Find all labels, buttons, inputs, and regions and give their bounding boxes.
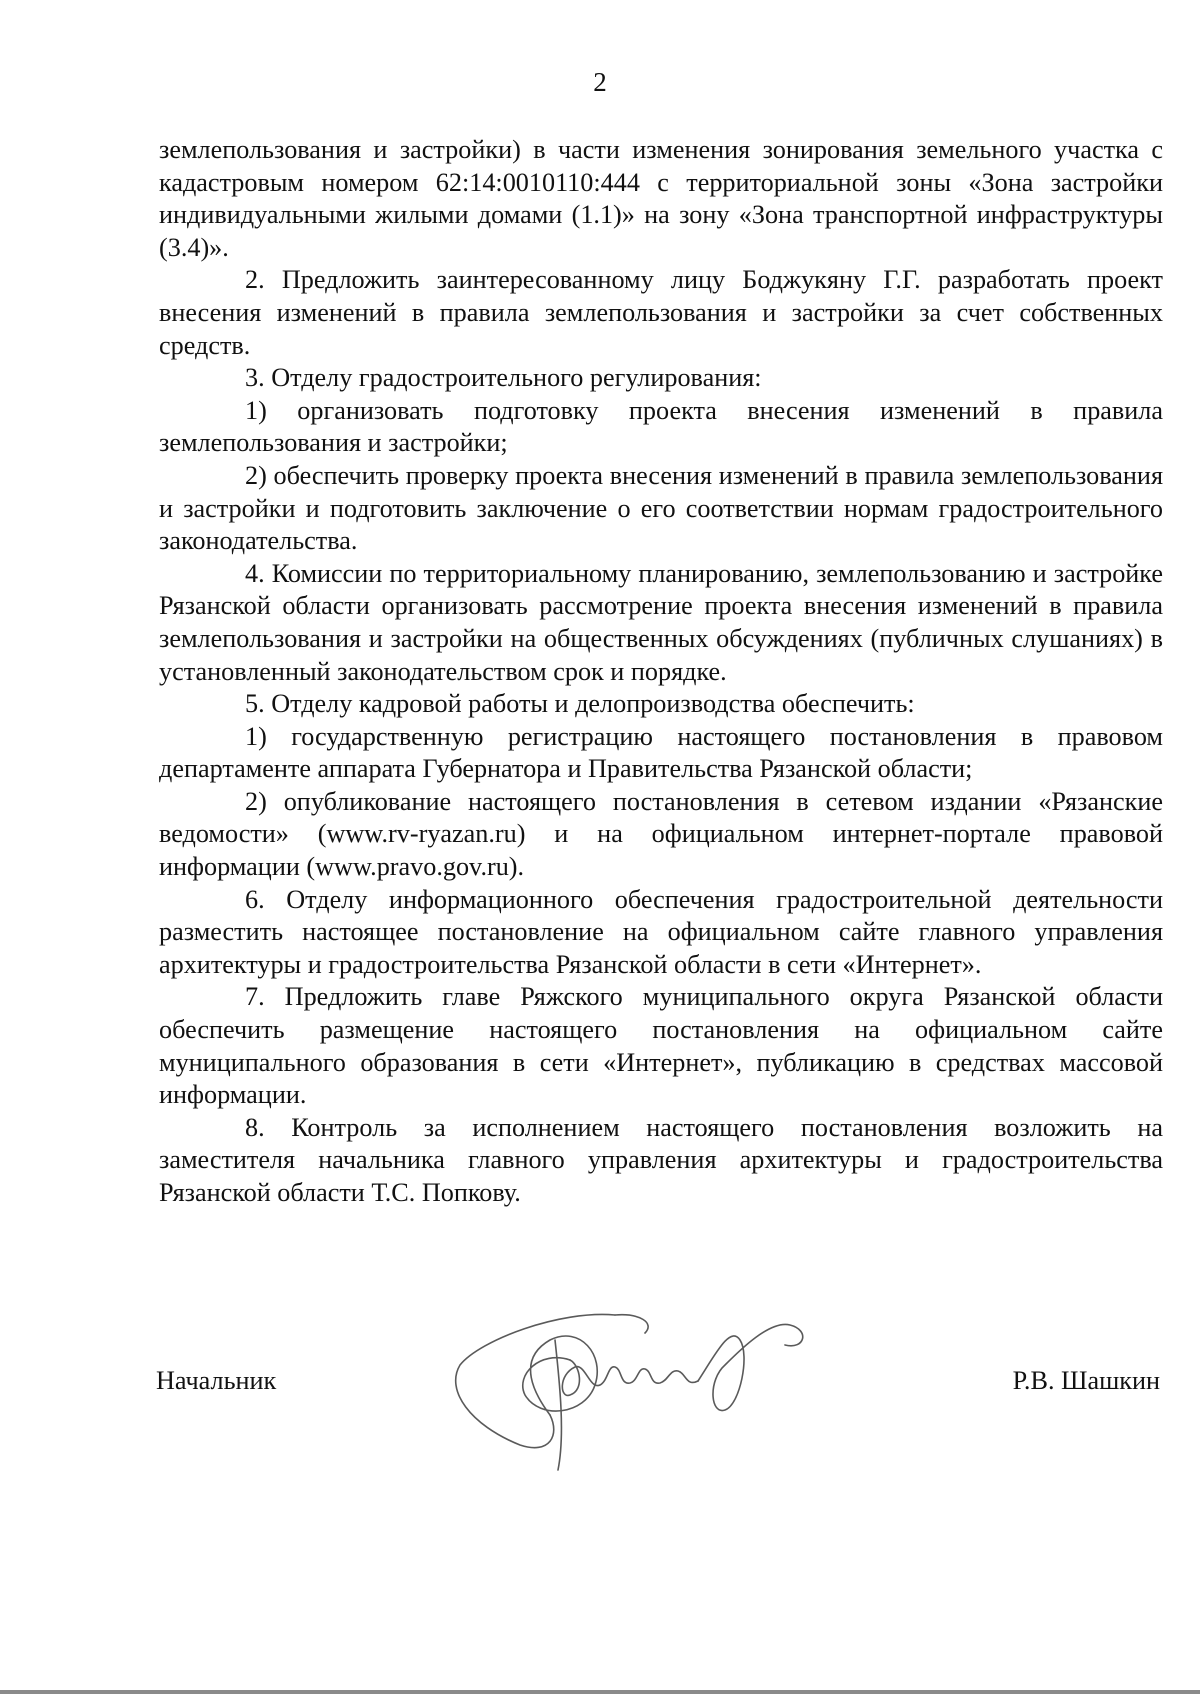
document-body: [159, 134, 1163, 1210]
paragraph-item-5-1: 1) государственную регистрацию настоящего постановления в правовом департаменте аппарата Губернатора и Правительства Рязанской области;: [159, 721, 1163, 784]
paragraph-item-3-1: 1) организовать подготовку проекта внесения изменений в правила землепользования и застройки;: [159, 395, 1163, 458]
paragraph-item-4: 4. Комиссии по территориальному планированию, землепользованию и застройке Рязанской области организовать рассмотрение проекта внесения изменений в правила землепользования и застройки на общественных обсуждениях (публичных слушаниях) в установленный законодательством срок и порядке.: [159, 558, 1163, 686]
paragraph-item-3-2: 2) обеспечить проверку проекта внесения изменений в правила землепользования и застройки и подготовить заключение о его соответствии нормам градостроительного законодательства.: [159, 460, 1163, 556]
signatory-name: Р.В. Шашкин: [1012, 1366, 1160, 1395]
paragraph-item-5: 5. Отделу кадровой работы и делопроизводства обеспечить:: [245, 689, 915, 719]
paragraph-item-8: 8. Контроль за исполнением настоящего постановления возложить на заместителя начальника главного управления архитектуры и градостроительства Рязанской области Т.С. Попкову.: [159, 1112, 1163, 1207]
paragraph-item-7: 7. Предложить главе Ряжского муниципального округа Рязанской области обеспечить размещение настоящего постановления на официальном сайте муниципального образования в сети «Интернет», публикацию в средствах массовой информации.: [159, 982, 1163, 1110]
paragraph-1-continuation: землепользования и застройки) в части изменения зонирования земельного участка с кадастровым номером 62:14:0010110:444 с территориальной зоны «Зона застройки индивидуальными жилыми домами (1.1)» на зону «Зона транспортной инфраструктуры (3.4)».: [159, 135, 1163, 262]
paragraph-item-2: 2. Предложить заинтересованному лицу Боджукяну Г.Г. разработать проект внесения изменений в правила землепользования и застройки за счет собственных средств.: [159, 265, 1163, 360]
handwritten-signature: [440, 1295, 860, 1475]
paragraph-item-6: 6. Отделу информационного обеспечения градостроительной деятельности разместить настоящее постановление на официальном сайте главного управления архитектуры и градостроительства Рязанской области в сети «Интернет».: [159, 884, 1163, 979]
page-number: 2: [593, 67, 607, 97]
paragraph-item-3: 3. Отделу градостроительного регулирования:: [245, 363, 762, 393]
signatory-position: Начальник: [156, 1366, 277, 1395]
bottom-border-rule: [0, 1690, 1200, 1694]
paragraph-item-5-2: 2) опубликование настоящего постановления в сетевом издании «Рязанские ведомости» (www.rv-ryazan.ru) и на официальном интернет-портале правовой информации (www.pravo.gov.ru).: [159, 786, 1163, 882]
